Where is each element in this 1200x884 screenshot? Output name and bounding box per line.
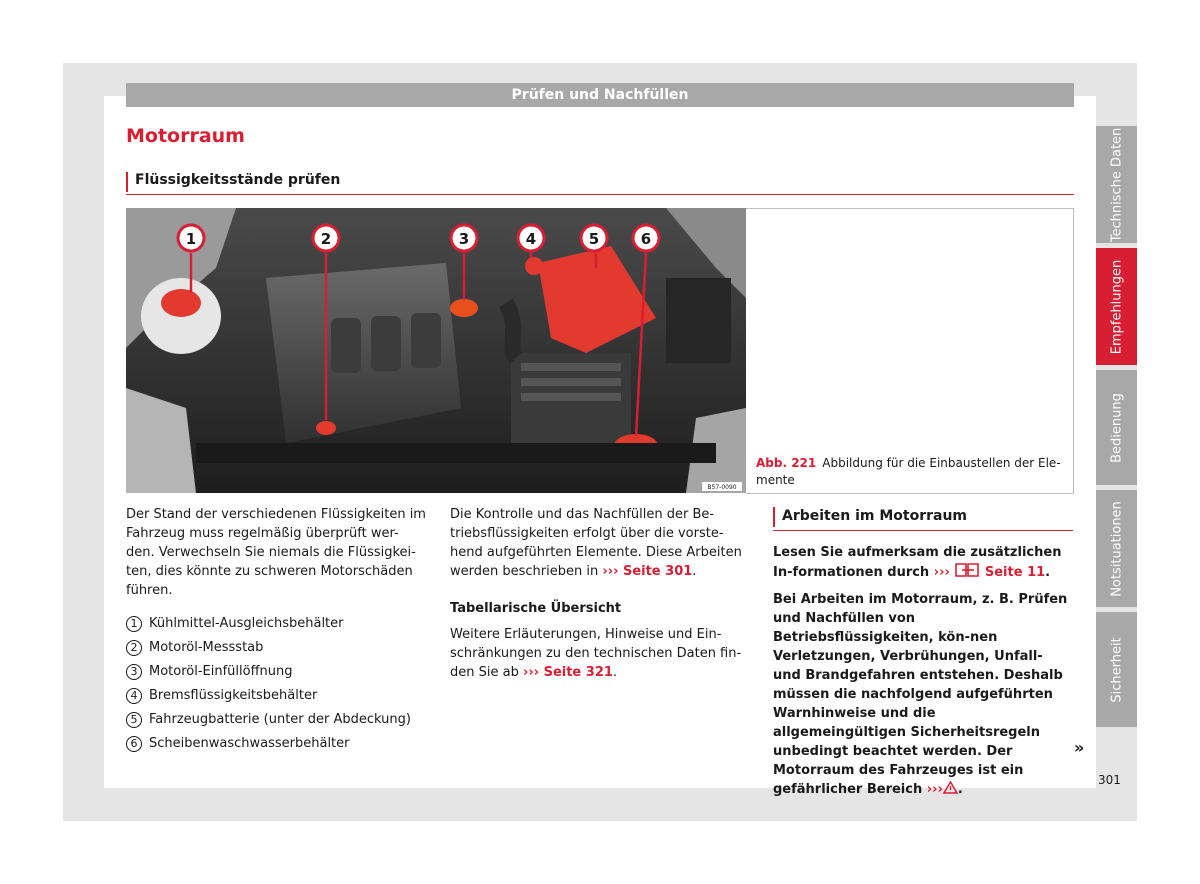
list-item — [126, 708, 411, 732]
warning-icon — [943, 781, 958, 794]
figure-label: Abb. 221 — [756, 456, 817, 470]
svg-text:1: 1 — [185, 230, 197, 248]
section-subheading — [126, 170, 1074, 195]
book-icon — [954, 562, 980, 578]
item-label: Scheibenwaschwasserbehälter — [149, 736, 350, 751]
warning-link[interactable] — [927, 782, 958, 797]
list-item — [126, 660, 411, 684]
right-paragraph-2: Bei Arbeiten im Motorraum, z. B. Prüfen und Nachfüllen von Betriebsflüssigkeiten, kön-nen Verletzungen, Verbrühungen, Unfall- und Brandgefahren entstehen. Deshalb müssen die nachfolgend aufgeführten Warnhinweise und die allgemeingültigen Sicherheitsregeln unbedingt beachtet werden. Der Motorraum des Fahrzeuges ist ein gefährlicher Bereich ››› . — [773, 592, 1068, 797]
callout-5 — [581, 225, 607, 251]
subheading-accent-bar — [126, 172, 128, 192]
right-text-1: Lesen Sie aufmerksam die zusätzlichen In-formationen durch — [773, 545, 1062, 580]
table-overview-heading: Tabellarische Übersicht — [450, 601, 622, 616]
section-heading-text: Arbeiten im Motorraum — [782, 508, 968, 524]
section-accent-bar — [773, 507, 775, 527]
item-label: Motoröl-Messstab — [149, 640, 264, 655]
svg-text:3: 3 — [458, 230, 470, 248]
caption-box — [746, 208, 1074, 494]
figure-caption — [756, 455, 1066, 489]
middle-text-2: Weitere Erläuterungen, Hinweise und Ein-schränkungen zu den technischen Daten fin-den Sie ab — [450, 627, 742, 680]
svg-text:5: 5 — [588, 230, 600, 248]
tab-label: Empfehlungen — [1109, 259, 1124, 354]
figure-caption-text: Abbildung für die Einbaustellen der Ele-mente — [756, 456, 1061, 487]
intro-paragraph: Der Stand der verschiedenen Flüssigkeiten im Fahrzeug muss regelmäßig überprüft wer-den. Verwechseln Sie niemals die Flüssigkei-ten, dies könnte zu schweren Motorschäden führen. — [126, 507, 426, 598]
link-arrow: ››› — [926, 782, 943, 797]
tab-empfehlungen[interactable] — [1096, 248, 1137, 365]
chapter-header: Prüfen und Nachfüllen — [126, 83, 1074, 107]
tab-bedienung[interactable] — [1096, 370, 1137, 485]
tab-label: Sicherheit — [1109, 636, 1124, 703]
item-number: 2 — [126, 640, 142, 656]
right-text-2: Bei Arbeiten im Motorraum, z. B. Prüfen und Nachfüllen von Betriebsflüssigkeiten, kön-nen Verletzungen, Verbrühungen, Unfall- und Brandgefahren entstehen. Deshalb müssen die nachfolgend aufgeführten Warnhinweise und die allgemeingültigen Sicherheitsregeln unbedingt beachtet werden. Der Motorraum des Fahrzeuges ist ein gefährlicher Bereich — [773, 592, 1068, 797]
page-link-11[interactable] — [934, 565, 1045, 580]
tab-label: Notsituationen — [1109, 500, 1124, 597]
item-number: 1 — [126, 616, 142, 632]
item-label: Fahrzeugbatterie (unter der Abdeckung) — [149, 712, 411, 727]
callout-6 — [633, 225, 659, 251]
page-title: Motorraum — [126, 125, 245, 147]
callout-2 — [313, 225, 339, 251]
page-link-301[interactable]: ››› Seite 301 — [602, 564, 693, 579]
page-number: 301 — [1098, 773, 1121, 787]
item-label: Kühlmittel-Ausgleichsbehälter — [149, 616, 344, 631]
list-item — [126, 612, 411, 636]
continue-marker: » — [1074, 738, 1085, 757]
item-number: 4 — [126, 688, 142, 704]
tab-label: Bedienung — [1109, 392, 1124, 463]
middle-paragraph-2: Weitere Erläuterungen, Hinweise und Ein-schränkungen zu den technischen Daten fin-den Sie ab ››› Seite 321. — [450, 627, 742, 680]
tab-notsituationen[interactable] — [1096, 490, 1137, 607]
link-target: Seite 11 — [984, 565, 1046, 580]
item-label: Bremsflüssigkeitsbehälter — [149, 688, 318, 703]
svg-text:6: 6 — [640, 230, 652, 248]
callout-3 — [451, 225, 477, 251]
work-section-heading — [773, 505, 1073, 531]
svg-text:2: 2 — [320, 230, 332, 248]
right-paragraph-1: Lesen Sie aufmerksam die zusätzlichen In-formationen durch ››› Seite 11. — [773, 545, 1062, 580]
middle-paragraph-1: Die Kontrolle und das Nachfüllen der Be-triebsflüssigkeiten erfolgt über die vorste-hend aufgeführten Elemente. Diese Arbeiten werden beschrieben in ››› Seite 301. — [450, 507, 742, 579]
engine-bay-drawing — [126, 208, 746, 493]
tab-technische-daten[interactable] — [1096, 126, 1137, 243]
list-item — [126, 732, 411, 756]
subheading-text: Flüssigkeitsstände prüfen — [135, 172, 341, 188]
middle-text-1: Die Kontrolle und das Nachfüllen der Be-triebsflüssigkeiten erfolgt über die vorste-hend aufgeführten Elemente. Diese Arbeiten werden beschrieben in — [450, 507, 742, 579]
item-number: 5 — [126, 712, 142, 728]
svg-text:4: 4 — [525, 230, 537, 248]
list-item — [126, 636, 411, 660]
item-label: Motoröl-Einfüllöffnung — [149, 664, 293, 679]
tab-label: Technische Daten — [1109, 127, 1124, 242]
item-number: 6 — [126, 736, 142, 752]
tab-sicherheit[interactable] — [1096, 612, 1137, 727]
callout-1 — [178, 225, 204, 251]
callout-4 — [518, 225, 544, 251]
link-arrow: ››› — [933, 565, 955, 580]
fluid-list — [126, 612, 411, 756]
list-item — [126, 684, 411, 708]
page-link-321[interactable]: ››› Seite 321 — [522, 665, 613, 680]
figure-code: B57-0090 — [707, 484, 737, 491]
item-number: 3 — [126, 664, 142, 680]
engine-bay-image — [126, 208, 746, 493]
